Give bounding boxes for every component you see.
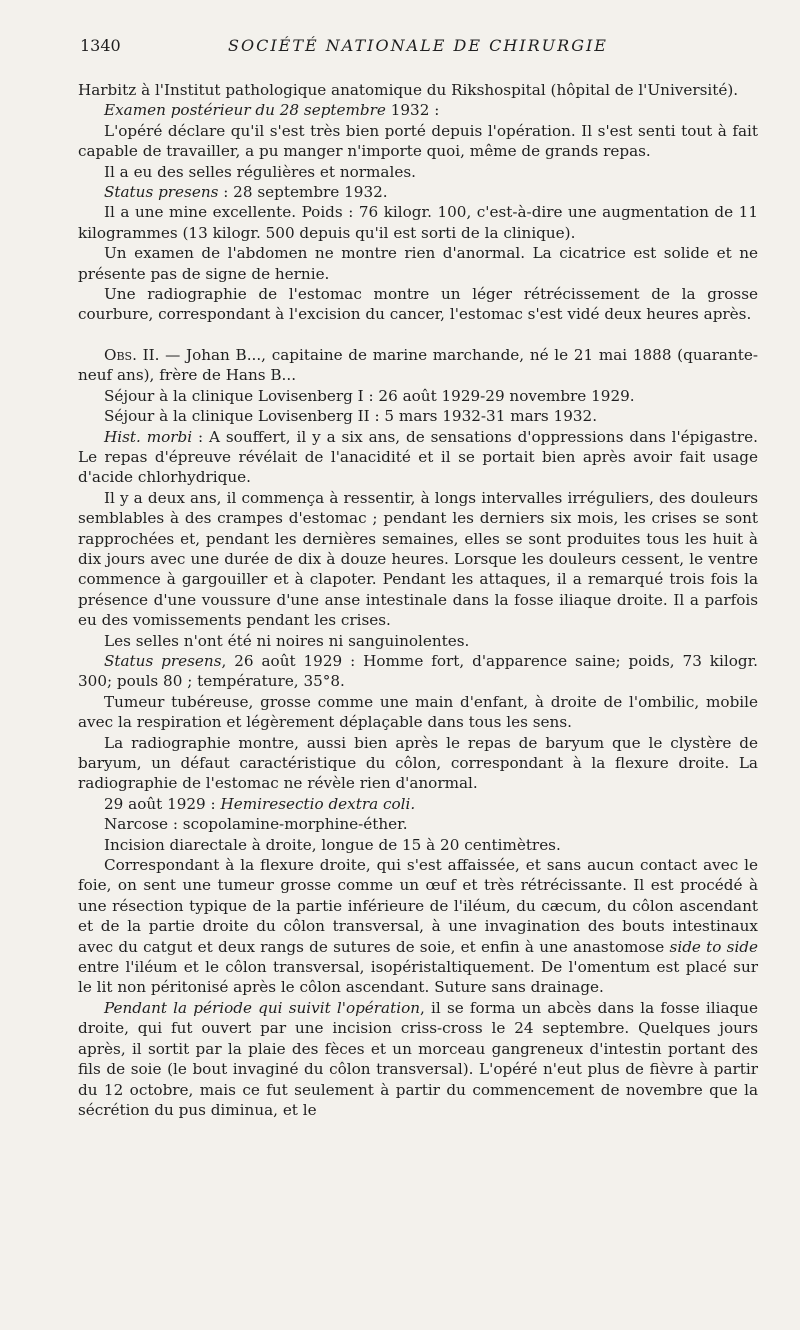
paragraph (78, 406, 758, 426)
text-span: 1932 : (385, 101, 440, 120)
text-span: : 28 septembre 1932. (218, 183, 388, 202)
text-span: Incision diarectale à droite, longue de 15 à 20 centimètres. (104, 835, 561, 854)
running-title: SOCIÉTÉ NATIONALE DE CHIRURGIE (228, 36, 608, 55)
paragraph (78, 284, 758, 325)
page-number: 1340 (80, 36, 121, 55)
paragraph (78, 998, 758, 1120)
paragraph (78, 855, 758, 998)
body-text (78, 80, 758, 1120)
text-after-span: entre l'iléum et le côlon transversal, isopéristaltiquement. De l'omentum est placé sur le lit non péritonisé après le côlon ascendant. Suture sans drainage. (78, 958, 758, 997)
text-span: Un examen de l'abdomen ne montre rien d'anormal. La cicatrice est solide et ne présente pas de signe de hernie. (78, 244, 758, 283)
text-span: Tumeur tubéreuse, grosse comme une main d'enfant, à droite de l'ombilic, mobile avec la respiration et légèrement déplaçable dans tous les sens. (78, 692, 758, 732)
italic-after-span: Hemiresectio dextra coli. (220, 794, 416, 813)
text-span: , 26 août 1929 : Homme fort, d'apparence saine; poids, 73 kilogr. 300; pouls 80 ; température, 35°8. (78, 651, 758, 691)
italic-span: Hist. morbi (104, 427, 193, 446)
text-span: Les selles n'ont été ni noires ni sanguinolentes. (104, 631, 470, 650)
text-span: L'opéré déclare qu'il s'est très bien porté depuis l'opération. Il s'est senti tout à fait capable de travailler, a pu manger n'importe quoi, même de grands repas. (78, 121, 758, 161)
paragraph (78, 733, 758, 794)
paragraph (78, 345, 758, 386)
italic-span: Status presens (104, 183, 219, 202)
paragraph (78, 80, 758, 100)
paragraph (78, 243, 758, 284)
italic-span: Status presens (104, 651, 222, 670)
paragraph (78, 100, 758, 120)
paragraph (78, 386, 758, 406)
text-span: Séjour à la clinique Lovisenberg II : 5 mars 1932-31 mars 1932. (104, 407, 598, 426)
italic-mid-span: side to side (669, 937, 759, 956)
paragraph (78, 835, 758, 855)
paragraph (78, 182, 758, 202)
text-span: La radiographie montre, aussi bien après le repas de baryum que le clystère de baryum, un défaut caractéristique du côlon, correspondant à la flexure droite. La radiographie de l'estomac ne révèle rien d'anormal. (78, 733, 758, 793)
smallcaps-span: Obs. II. (104, 345, 160, 364)
paragraph (78, 651, 758, 692)
text-span: , il se forma un abcès dans la fosse iliaque droite, qui fut ouvert par une incision criss-cross le 24 septembre. Quelques jours après, il sortit par la plaie des fèces et un morceau gangreneux d'intestin portant des fils de soie (le bout invaginé du côlon transversal). L'opéré n'eut plus de fièvre à partir du 12 octobre, mais ce fut seulement à partir du commencement de novembre que la sécrétion du pus diminua, et le (78, 998, 758, 1119)
paragraph (78, 794, 758, 814)
text-span: Harbitz à l'Institut pathologique anatomique du Rikshospital (hôpital de l'Université). (78, 81, 739, 99)
paragraph (78, 121, 758, 162)
page-header (80, 36, 756, 58)
text-span: : A souffert, il y a six ans, de sensations d'oppressions dans l'épigastre. Le repas d'épreuve révélait de l'anacidité et il se portait bien après avoir fait usage d'acide chlorhydrique. (78, 427, 758, 487)
text-span: Une radiographie de l'estomac montre un léger rétrécissement de la grosse courbure, correspondant à l'excision du cancer, l'estomac s'est vidé deux heures après. (78, 285, 758, 324)
text-span: Il a une mine excellente. Poids : 76 kilogr. 100, c'est-à-dire une augmentation de 11 kilogrammes (13 kilogr. 500 depuis qu'il est sorti de la clinique). (78, 203, 758, 242)
text-span: Il y a deux ans, il commença à ressentir, à longs intervalles irréguliers, des douleurs semblables à des crampes d'estomac ; pendant les derniers six mois, les crises se sont rapprochées et, pendant les dernières semaines, elles se sont produites tous les huit à dix jours avec une durée de dix à douze heures. Lorsque les douleurs cessent, le ventre commence à gargouiller et à clapoter. Pendant les attaques, il a remarqué trois fois la présence d'une voussure d'une anse intestinale dans la fosse iliaque droite. Il a parfois eu des vomissements pendant les crises. (78, 488, 758, 630)
paragraph (78, 162, 758, 182)
paragraph (78, 631, 758, 651)
text-span: Narcose : scopolamine-morphine-éther. (104, 815, 408, 834)
text-span: — Johan B..., capitaine de marine marchande, né le 21 mai 1888 (quarante-neuf ans), frère de Hans B... (78, 345, 758, 385)
paragraph (78, 692, 758, 733)
paragraph (78, 814, 758, 834)
text-span: 29 août 1929 : (104, 794, 221, 813)
text-span: Il a eu des selles régulières et normales. (104, 162, 416, 181)
text-span: Séjour à la clinique Lovisenberg I : 26 août 1929-29 novembre 1929. (104, 386, 635, 405)
italic-span: Examen postérieur du 28 septembre (104, 101, 386, 120)
text-span: Correspondant à la flexure droite, qui s'est affaissée, et sans aucun contact avec le foie, on sent une tumeur grosse comme un œuf et très rétrécissante. Il est procédé à une résection typique de la partie inférieure de l'iléum, du cæcum, du côlon ascendant et de la partie droite du côlon transversal, à une invagination des bouts intestinaux avec du catgut et deux rangs de sutures de soie, et enfin à une anastomose (78, 856, 758, 956)
paragraph (78, 427, 758, 488)
italic-span: Pendant la période qui suivit l'opération (104, 998, 420, 1017)
paragraph-gap (78, 325, 758, 345)
paragraph (78, 202, 758, 243)
paragraph (78, 488, 758, 631)
